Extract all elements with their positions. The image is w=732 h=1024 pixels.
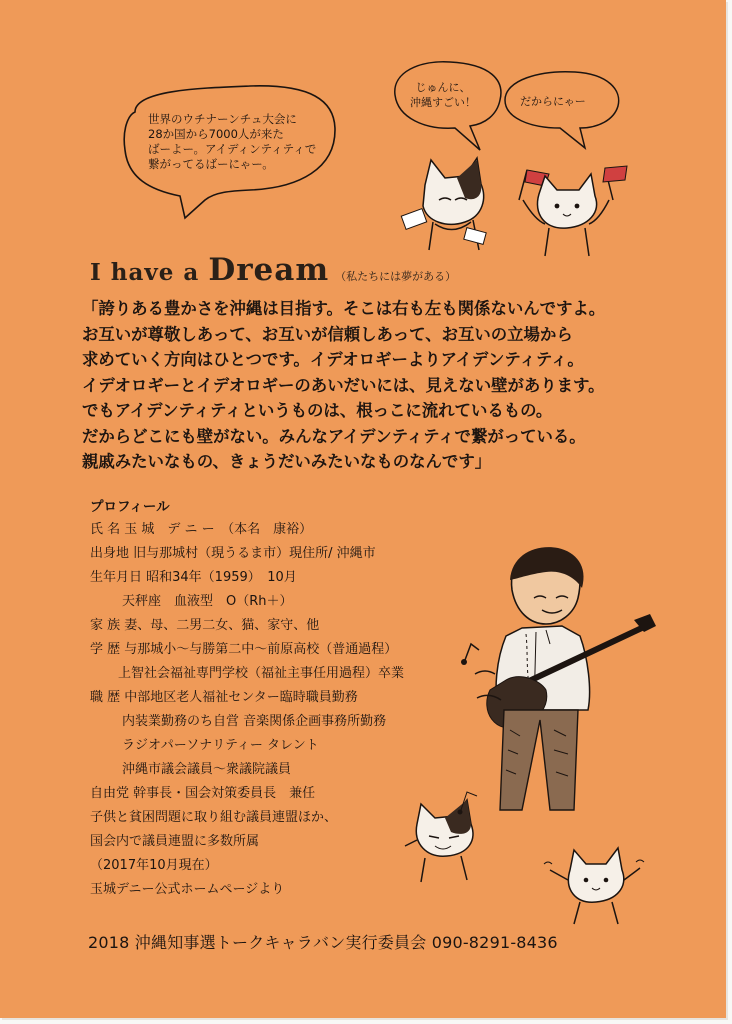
bubble-middle-line: 沖縄すごい！ <box>410 96 476 109</box>
quote-line: だからどこにも壁がない。みんなアイデンティティで繋がっている。 <box>82 426 586 446</box>
cat-white-dancing-illustration <box>540 840 650 930</box>
cat-calico-dancing-illustration <box>395 790 495 890</box>
profile-league: 子供と貧困問題に取り組む議員連盟ほか、 <box>90 810 338 825</box>
profile-education: 上智社会福祉専門学校（福祉主事任用過程）卒業 <box>118 666 405 681</box>
quote-line: でもアイデンティティというものは、根っこに流れているもの。 <box>82 401 553 420</box>
profile-league: 国会内で議員連盟に多数所属 <box>90 834 260 849</box>
profile-birthplace: 出身地 旧与那城村（現うるま市）現住所/ 沖縄市 <box>90 546 376 561</box>
profile-source: 玉城デニー公式ホームページより <box>90 882 285 897</box>
bubble-left-text <box>148 112 316 172</box>
bubble-left-line: ばーよー。アイディンティティで <box>148 142 317 156</box>
profile-sign: 天秤座 血液型 O（Rh＋） <box>122 594 293 609</box>
bubble-middle-line: じゅんに、 <box>415 81 471 94</box>
quote-block <box>82 296 682 475</box>
bubble-right-text: だからにゃー <box>520 95 586 108</box>
profile-birthdate: 生年月日 昭和34年（1959） 10月 <box>90 570 297 585</box>
cat-calico-illustration <box>395 150 505 260</box>
profile-career: 職 歴 中部地区老人福祉センター臨時職員勤務 <box>90 690 358 705</box>
footer-contact: 2018 沖縄知事選トークキャラバン実行委員会 090-8291-8436 <box>88 933 558 952</box>
bubble-left-line: 世界のウチナーンチュ大会に <box>148 112 297 126</box>
quote-line: 親戚みたいなもの、きょうだいみたいなものなんです」 <box>82 452 492 471</box>
quote-line: お互いが尊敬しあって、お互いが信頼しあって、お互いの立場から <box>82 324 573 344</box>
profile-name: 氏 名 玉 城 デ ニ ー （本名 康裕） <box>90 522 313 537</box>
profile-education: 学 歴 与那城小〜与勝第二中〜前原高校（普通過程） <box>90 642 398 657</box>
profile-career: 沖縄市議会議員〜衆議院議員 <box>122 762 292 777</box>
profile-career: ラジオパーソナリティー タレント <box>122 738 319 753</box>
profile-asof: （2017年10月現在） <box>90 858 218 873</box>
quote-line: 「誇りある豊かさを沖縄は目指す。そこは右も左も関係ないんですよ。 <box>82 299 606 318</box>
profile-party: 自由党 幹事長・国会対策委員長 兼任 <box>90 786 316 801</box>
headline-dream: Dream <box>208 252 330 288</box>
music-notes-icon <box>455 640 515 720</box>
profile-title: プロフィール <box>90 499 170 515</box>
headline <box>90 252 456 288</box>
headline-part1: I have a <box>90 259 209 286</box>
profile-family: 家 族 妻、母、二男二女、猫、家守、他 <box>90 618 320 633</box>
bubble-middle-text <box>410 80 476 110</box>
quote-line: イデオロギーとイデオロギーのあいだいには、見えない壁があります。 <box>82 375 605 395</box>
quote-line: 求めていく方向はひとつです。イデオロギーよりアイデンティティ。 <box>82 350 584 369</box>
bubble-left-line: 28か国から7000人が来た <box>148 127 284 141</box>
headline-subtitle: （私たちには夢がある） <box>335 270 457 283</box>
cat-white-illustration <box>505 160 635 260</box>
profile-career: 内装業勤務のち自営 音楽関係企画事務所勤務 <box>122 714 387 729</box>
bubble-left-line: 繋がってるばーにゃー。 <box>148 157 274 171</box>
